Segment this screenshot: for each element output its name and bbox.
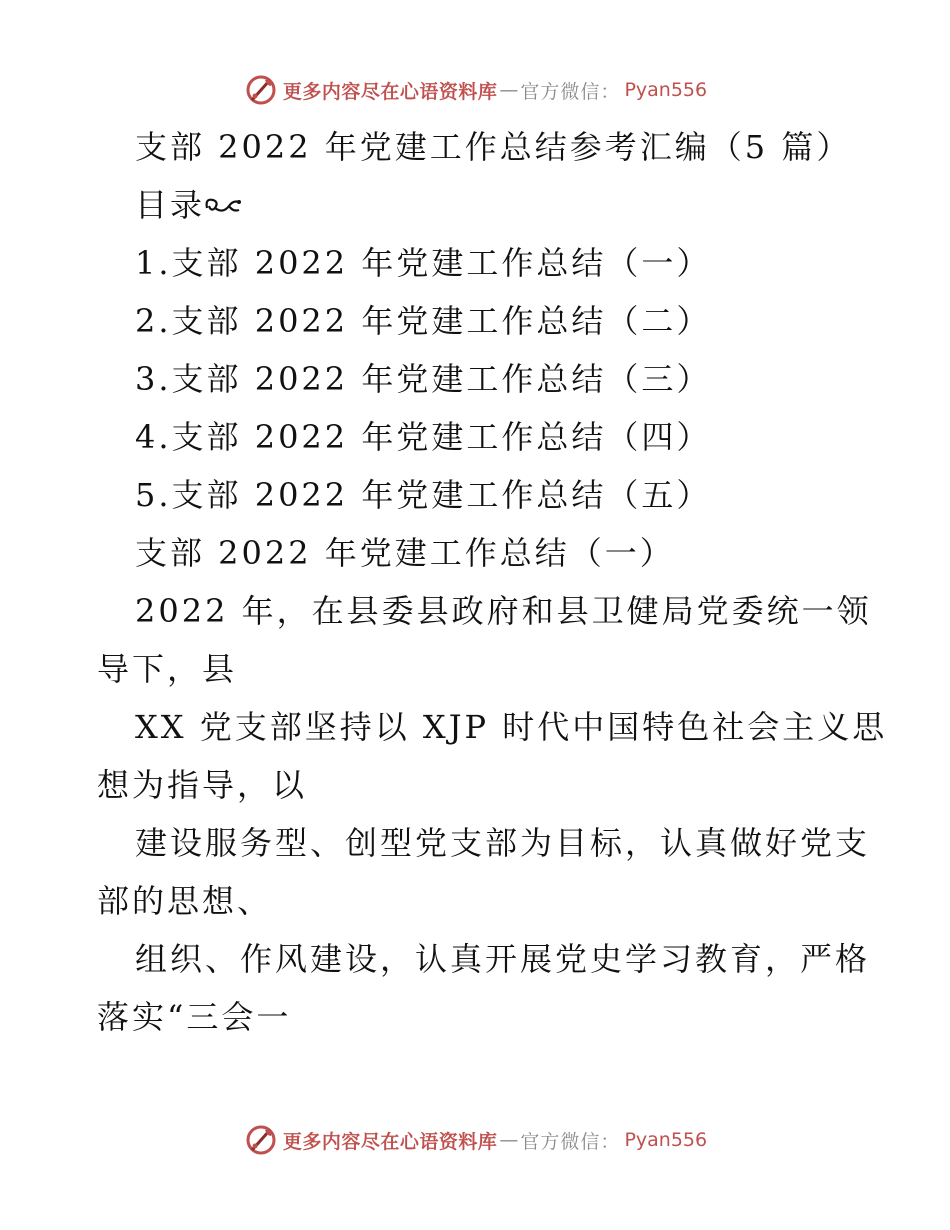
banner-official-label: 官方微信： bbox=[520, 1130, 621, 1153]
banner-promo-text: 更多内容尽在心语资料库 bbox=[282, 80, 498, 103]
paragraph-line: 导下，县 bbox=[97, 650, 238, 688]
paragraph-line: XX 党支部坚持以 XJP 时代中国特色社会主义思 bbox=[135, 708, 888, 746]
toc-item[interactable]: 4.支部 2022 年党建工作总结（四） bbox=[135, 418, 712, 456]
banner-wechat-id: Pyan556 bbox=[624, 1129, 708, 1151]
toc-item[interactable]: 3.支部 2022 年党建工作总结（三） bbox=[135, 360, 712, 398]
toc-item[interactable]: 2.支部 2022 年党建工作总结（二） bbox=[135, 302, 712, 340]
document-title: 支部 2022 年党建工作总结参考汇编（5 篇） bbox=[135, 128, 852, 166]
paragraph-line: 部的思想、 bbox=[97, 882, 273, 920]
header-banner bbox=[0, 70, 950, 110]
banner-wechat-id: Pyan556 bbox=[624, 79, 708, 101]
banner-promo-text: 更多内容尽在心语资料库 bbox=[282, 1130, 498, 1153]
quill-circle-logo-icon bbox=[243, 72, 279, 108]
paragraph-line: 落实“三会一 bbox=[97, 998, 292, 1036]
banner-separator: — bbox=[499, 79, 519, 101]
toc-item[interactable]: 1.支部 2022 年党建工作总结（一） bbox=[135, 244, 712, 282]
footer-banner bbox=[0, 1120, 950, 1160]
toc-heading-line bbox=[135, 176, 243, 234]
paragraph-line: 2022 年，在县委县政府和县卫健局党委统一领 bbox=[135, 592, 872, 630]
flourish-ornament-icon bbox=[203, 192, 243, 218]
paragraph-line: 组织、作风建设，认真开展党史学习教育，严格 bbox=[135, 940, 871, 978]
toc-heading: 目录 bbox=[135, 186, 206, 224]
paragraph-line: 建设服务型、创型党支部为目标，认真做好党支 bbox=[135, 824, 871, 862]
quill-circle-logo-icon bbox=[243, 1122, 279, 1158]
paragraph-line: 想为指导，以 bbox=[97, 766, 308, 804]
toc-item[interactable]: 5.支部 2022 年党建工作总结（五） bbox=[135, 476, 712, 514]
banner-official-label: 官方微信： bbox=[520, 80, 621, 103]
section-heading: 支部 2022 年党建工作总结（一） bbox=[135, 534, 675, 572]
banner-separator: — bbox=[499, 1129, 519, 1151]
